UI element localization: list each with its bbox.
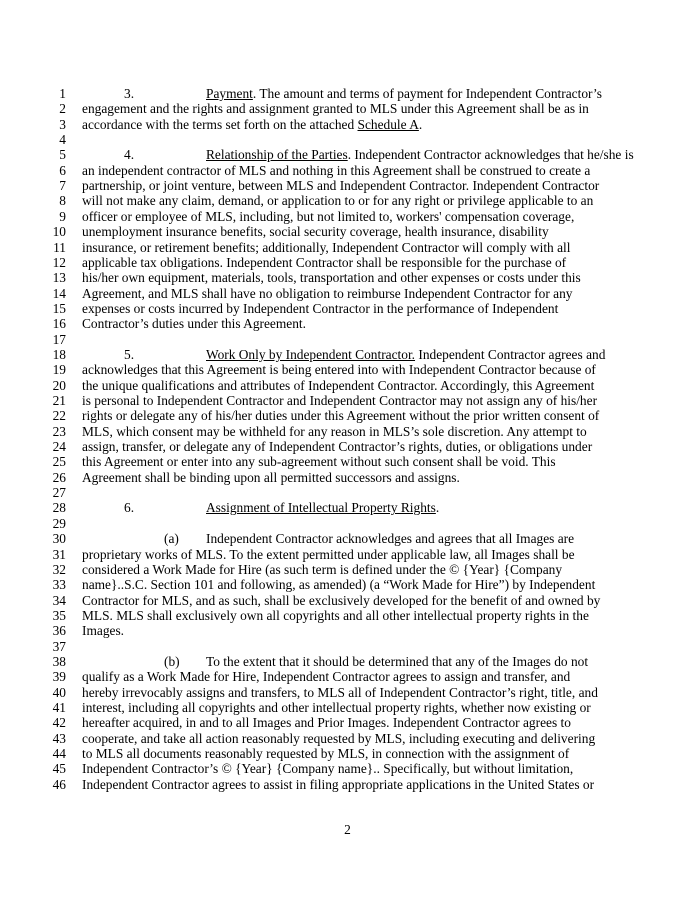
line-number: 28 bbox=[52, 500, 66, 516]
line-number: 21 bbox=[52, 393, 66, 408]
line-number: 38 bbox=[52, 653, 66, 669]
line-number: 24 bbox=[52, 439, 66, 455]
text-run: Independent Contractor agrees to assist in filing appropriate applications in the United States or bbox=[82, 776, 595, 792]
line-number: 45 bbox=[52, 761, 66, 777]
text-run: Contractor for MLS, and as such, shall be exclusively developed for the benefit of and owned by bbox=[82, 592, 601, 608]
text-run: partnership, or joint venture, between MLS and Independent Contractor. Independent Contractor bbox=[82, 178, 600, 194]
text-run: Independent Contractor’s © {Year} {Company name}.. Specifically, but without limitation, bbox=[82, 761, 574, 777]
line-number: 35 bbox=[52, 607, 66, 623]
section-number: (a) bbox=[164, 531, 179, 547]
text-run: Images. bbox=[82, 623, 125, 639]
section-number: 4. bbox=[124, 147, 135, 163]
text-run: rights or delegate any of his/her duties under this Agreement without the prior written consent of bbox=[82, 408, 600, 424]
text-run: Contractor’s duties under this Agreement. bbox=[82, 316, 306, 332]
line-number: 7 bbox=[59, 178, 66, 194]
section-heading: Schedule A bbox=[357, 116, 419, 132]
line-number: 9 bbox=[59, 208, 66, 224]
section-number: 5. bbox=[124, 346, 135, 362]
line-number: 41 bbox=[52, 700, 66, 715]
line-number: 32 bbox=[52, 561, 66, 577]
line-number: 20 bbox=[52, 377, 66, 393]
text-run: assign, transfer, or delegate any of Independent Contractor’s rights, duties, or obligations under bbox=[82, 439, 593, 455]
text-run: qualify as a Work Made for Hire, Independent Contractor agrees to assign and transfer, and bbox=[82, 669, 571, 685]
text-run: his/her own equipment, materials, tools, transportation and other expenses or costs under this bbox=[82, 270, 581, 286]
line-number: 31 bbox=[52, 546, 66, 562]
line-number: 5 bbox=[59, 147, 66, 163]
text-run: is personal to Independent Contractor and Independent Contractor may not assign any of his/her bbox=[82, 393, 598, 408]
line-number: 34 bbox=[52, 592, 66, 608]
text-run: proprietary works of MLS. To the extent permitted under applicable law, all Images shall be bbox=[82, 546, 575, 562]
text-run: hereafter acquired, in and to all Images and Prior Images. Independent Contractor agrees to bbox=[82, 715, 571, 731]
text-run: . Independent Contractor acknowledges that he/she is bbox=[347, 147, 634, 163]
line-number: 29 bbox=[52, 515, 66, 531]
page-number: 2 bbox=[344, 822, 351, 837]
text-run: To the extent that it should be determined that any of the Images do not bbox=[206, 653, 589, 669]
text-run: Agreement shall be binding upon all permitted successors and assigns. bbox=[82, 469, 460, 485]
text-run: applicable tax obligations. Independent Contractor shall be responsible for the purchase of bbox=[82, 254, 567, 270]
section-heading: Relationship of the Parties bbox=[206, 147, 348, 163]
line-number: 44 bbox=[52, 746, 66, 762]
text-run: officer or employee of MLS, including, but not limited to, workers' compensation coverage, bbox=[82, 208, 575, 224]
text-run: name}..S.C. Section 101 and following, as amended) (a “Work Made for Hire”) by Independent bbox=[82, 577, 596, 593]
line-number: 11 bbox=[53, 239, 66, 255]
line-number: 2 bbox=[59, 101, 66, 117]
text-run: . bbox=[418, 116, 423, 132]
section-heading: Work Only by Independent Contractor. bbox=[206, 346, 416, 362]
section-number: 6. bbox=[124, 500, 135, 516]
text-run: Independent Contractor acknowledges and agrees that all Images are bbox=[206, 531, 575, 547]
line-number: 25 bbox=[52, 454, 66, 470]
line-number: 22 bbox=[52, 408, 66, 424]
line-number: 10 bbox=[52, 224, 66, 240]
line-number: 16 bbox=[52, 316, 66, 332]
line-number: 18 bbox=[52, 346, 66, 362]
section-number: (b) bbox=[164, 653, 180, 669]
line-number: 8 bbox=[59, 193, 66, 209]
line-number: 12 bbox=[52, 254, 66, 270]
line-number: 4 bbox=[59, 132, 66, 148]
text-run: acknowledges that this Agreement is being entered into with Independent Contractor because of bbox=[82, 362, 596, 378]
text-run: cooperate, and take all action reasonably requested by MLS, including executing and delivering bbox=[82, 730, 596, 746]
line-number: 3 bbox=[59, 116, 66, 132]
text-run: . bbox=[435, 500, 440, 516]
line-number: 39 bbox=[52, 669, 66, 685]
line-number: 33 bbox=[52, 577, 66, 593]
text-run: considered a Work Made for Hire (as such term is defined under the © {Year} {Company bbox=[82, 561, 563, 577]
line-number: 30 bbox=[52, 531, 66, 547]
line-number: 14 bbox=[52, 285, 66, 301]
document-line bbox=[0, 775, 695, 795]
text-run: accordance with the terms set forth on the attached bbox=[82, 116, 358, 132]
text-run: MLS. MLS shall exclusively own all copyrights and all other intellectual property rights in the bbox=[82, 607, 589, 623]
line-number: 43 bbox=[52, 730, 66, 746]
line-number: 19 bbox=[52, 362, 66, 378]
text-run: an independent contractor of MLS and nothing in this Agreement shall be construed to create a bbox=[82, 162, 591, 178]
line-number: 27 bbox=[52, 485, 66, 501]
text-run: the unique qualifications and attributes of Independent Contractor. Accordingly, this Agreement bbox=[82, 377, 595, 393]
section-heading: Payment bbox=[206, 86, 253, 101]
line-number: 40 bbox=[52, 684, 66, 700]
line-number: 46 bbox=[52, 776, 66, 792]
line-number: 1 bbox=[59, 86, 66, 101]
text-run: expenses or costs incurred by Independent Contractor in the performance of Independent bbox=[82, 300, 559, 316]
line-number: 42 bbox=[52, 715, 66, 731]
line-number: 13 bbox=[52, 270, 66, 286]
text-run: engagement and the rights and assignment granted to MLS under this Agreement shall be as in bbox=[82, 101, 589, 117]
text-run: this Agreement or enter into any sub-agreement without such consent shall be void. This bbox=[82, 454, 556, 470]
line-number: 36 bbox=[52, 623, 66, 639]
text-run: hereby irrevocably assigns and transfers, to MLS all of Independent Contractor’s right, title, and bbox=[82, 684, 598, 700]
text-run: will not make any claim, demand, or application to or for any right or privilege applicable to an bbox=[82, 193, 594, 209]
section-heading: Assignment of Intellectual Property Rights bbox=[206, 500, 436, 516]
text-run: to MLS all documents reasonably requested by MLS, in connection with the assignment of bbox=[82, 746, 570, 762]
text-run: . The amount and terms of payment for Independent Contractor’s bbox=[252, 86, 602, 101]
text-run: insurance, or retirement benefits; additionally, Independent Contractor will comply with all bbox=[82, 239, 571, 255]
line-number: 6 bbox=[59, 162, 66, 178]
line-number: 26 bbox=[52, 469, 66, 485]
text-run: unemployment insurance benefits, social security coverage, health insurance, disability bbox=[82, 224, 549, 240]
line-number: 17 bbox=[52, 331, 66, 347]
line-number: 23 bbox=[52, 423, 66, 439]
line-text bbox=[82, 775, 594, 795]
line-number: 37 bbox=[52, 638, 66, 654]
section-number: 3. bbox=[124, 86, 135, 101]
text-run: Agreement, and MLS shall have no obligation to reimburse Independent Contractor for any bbox=[82, 285, 573, 301]
text-run: MLS, which consent may be withheld for any reason in MLS’s sole discretion. Any attempt to bbox=[82, 423, 587, 439]
text-run: interest, including all copyrights and other intellectual property rights, whether now existing or bbox=[82, 700, 591, 715]
line-number: 15 bbox=[52, 300, 66, 316]
text-run: Independent Contractor agrees and bbox=[415, 346, 606, 362]
